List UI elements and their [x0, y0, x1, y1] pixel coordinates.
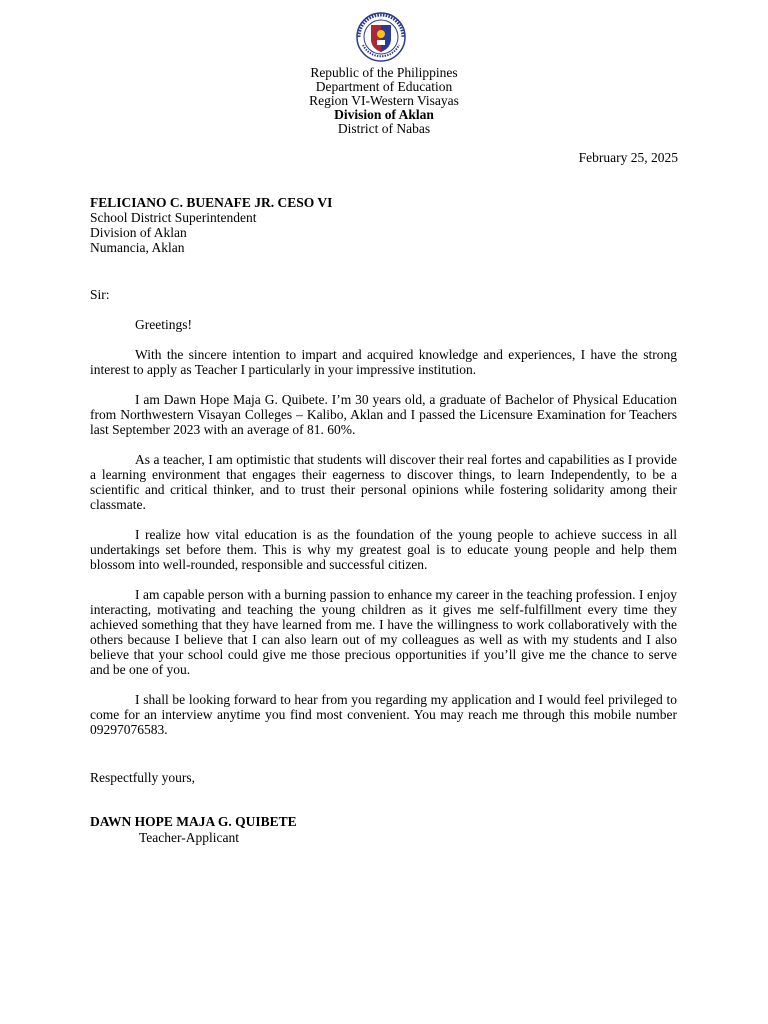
addressee-place: Numancia, Aklan	[90, 240, 185, 255]
addressee-org: Division of Aklan	[90, 225, 187, 240]
letter-body	[90, 317, 677, 752]
closing: Respectfully yours,	[90, 770, 195, 785]
addressee-title: School District Superintendent	[90, 210, 257, 225]
paragraph-greeting: Greetings!	[135, 317, 192, 332]
addressee-name: FELICIANO C. BUENAFE JR. CESO VI	[90, 195, 333, 210]
letterhead-department: Department of Education	[315, 79, 453, 94]
paragraph-intent: With the sincere intention to impart and acquired knowledge and experiences, I have the strong interest to apply as Teacher I particularly in your impressive institution.	[90, 347, 677, 377]
signer-name: DAWN HOPE MAJA G. QUIBETE	[90, 814, 297, 829]
letterhead	[0, 66, 768, 136]
paragraph-qualities: I am capable person with a burning passion to enhance my career in the teaching profession. I enjoy interacting, motivating and teaching the young children as it gives me self-fulfillment every time they achieved something that they have learned from me. I have the willingness to work collaboratively with the others because I believe that I can also learn out of my colleagues as well as with my students and I also believe that your school could give me those precious opportunities if you’ll give me the chance to serve and be one of you.	[90, 587, 677, 677]
deped-seal-icon	[353, 12, 409, 62]
paragraph-background: I am Dawn Hope Maja G. Quibete. I’m 30 years old, a graduate of Bachelor of Physical Education from Northwestern Visayan Colleges – Kalibo, Aklan and I passed the Licensure Examination for Teachers last September 2023 with an average of 81. 60%.	[90, 392, 677, 437]
letterhead-country: Republic of the Philippines	[310, 65, 458, 80]
paragraph-philosophy: As a teacher, I am optimistic that students will discover their real fortes and capabilities as I provide a learning environment that engages their eagerness to discover things, to learn Independently, to be a scientific and critical thinker, and to trust their personal opinions while fostering solidarity among their classmate.	[90, 452, 677, 512]
salutation: Sir:	[90, 287, 110, 302]
signer-title: Teacher-Applicant	[139, 830, 239, 845]
letterhead-division: Division of Aklan	[334, 107, 434, 122]
paragraph-goal: I realize how vital education is as the foundation of the young people to achieve success in all undertakings set before them. This is why my greatest goal is to educate young people and help them blossom into well-rounded, responsible and successful citizen.	[90, 527, 677, 572]
letter-date: February 25, 2025	[578, 150, 678, 165]
paragraph-contact: I shall be looking forward to hear from you regarding my application and I would feel privileged to come for an interview anytime you find most convenient. You may reach me through this mobile number 09297076583.	[90, 692, 677, 737]
addressee-block	[90, 195, 332, 255]
letterhead-district: District of Nabas	[337, 121, 431, 136]
letterhead-region: Region VI-Western Visayas	[309, 93, 459, 108]
